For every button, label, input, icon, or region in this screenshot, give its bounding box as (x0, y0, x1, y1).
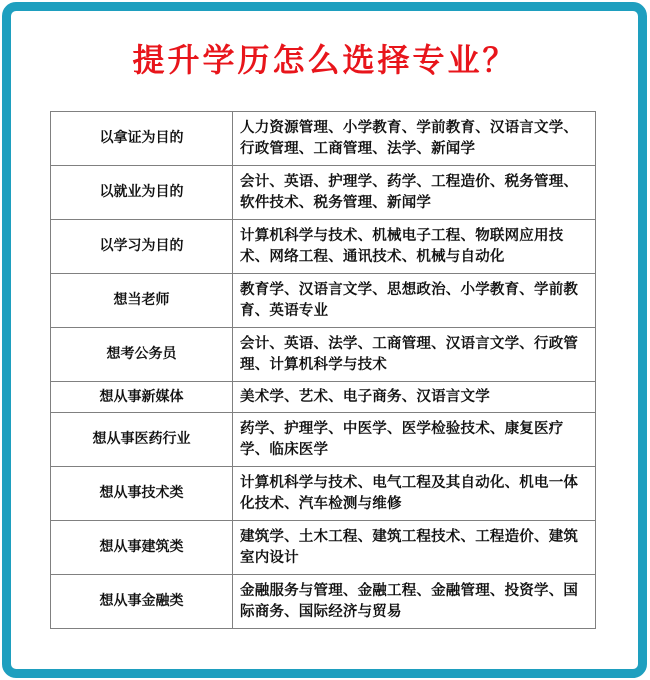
goal-cell: 想从事建筑类 (51, 521, 233, 575)
table-row (51, 166, 596, 220)
table-row (51, 220, 596, 274)
table-row (51, 575, 596, 629)
majors-cell: 计算机科学与技术、电气工程及其自动化、机电一体化技术、汽车检测与维修 (233, 467, 596, 521)
majors-cell: 会计、英语、护理学、药学、工程造价、税务管理、软件技术、税务管理、新闻学 (233, 166, 596, 220)
goal-cell: 想考公务员 (51, 328, 233, 382)
majors-table (50, 111, 596, 629)
goal-cell: 想从事新媒体 (51, 382, 233, 413)
majors-table-container (50, 111, 596, 629)
table-row (51, 521, 596, 575)
majors-cell: 教育学、汉语言文学、思想政治、小学教育、学前教育、英语专业 (233, 274, 596, 328)
goal-cell: 想当老师 (51, 274, 233, 328)
goal-cell: 以就业为目的 (51, 166, 233, 220)
table-row (51, 413, 596, 467)
majors-cell: 药学、护理学、中医学、医学检验技术、康复医疗学、临床医学 (233, 413, 596, 467)
majors-cell: 计算机科学与技术、机械电子工程、物联网应用技术、网络工程、通讯技术、机械与自动化 (233, 220, 596, 274)
table-row (51, 328, 596, 382)
goal-cell: 以学习为目的 (51, 220, 233, 274)
majors-cell: 建筑学、土木工程、建筑工程技术、工程造价、建筑室内设计 (233, 521, 596, 575)
majors-cell: 美术学、艺术、电子商务、汉语言文学 (233, 382, 596, 413)
table-row (51, 382, 596, 413)
majors-cell: 人力资源管理、小学教育、学前教育、汉语言文学、行政管理、工商管理、法学、新闻学 (233, 112, 596, 166)
table-row (51, 112, 596, 166)
goal-cell: 想从事技术类 (51, 467, 233, 521)
table-row (51, 274, 596, 328)
goal-cell: 以拿证为目的 (51, 112, 233, 166)
goal-cell: 想从事医药行业 (51, 413, 233, 467)
table-row (51, 467, 596, 521)
majors-cell: 会计、英语、法学、工商管理、汉语言文学、行政管理、计算机科学与技术 (233, 328, 596, 382)
goal-cell: 想从事金融类 (51, 575, 233, 629)
page-title: 提升学历怎么选择专业？ (132, 41, 518, 79)
majors-cell: 金融服务与管理、金融工程、金融管理、投资学、国际商务、国际经济与贸易 (233, 575, 596, 629)
